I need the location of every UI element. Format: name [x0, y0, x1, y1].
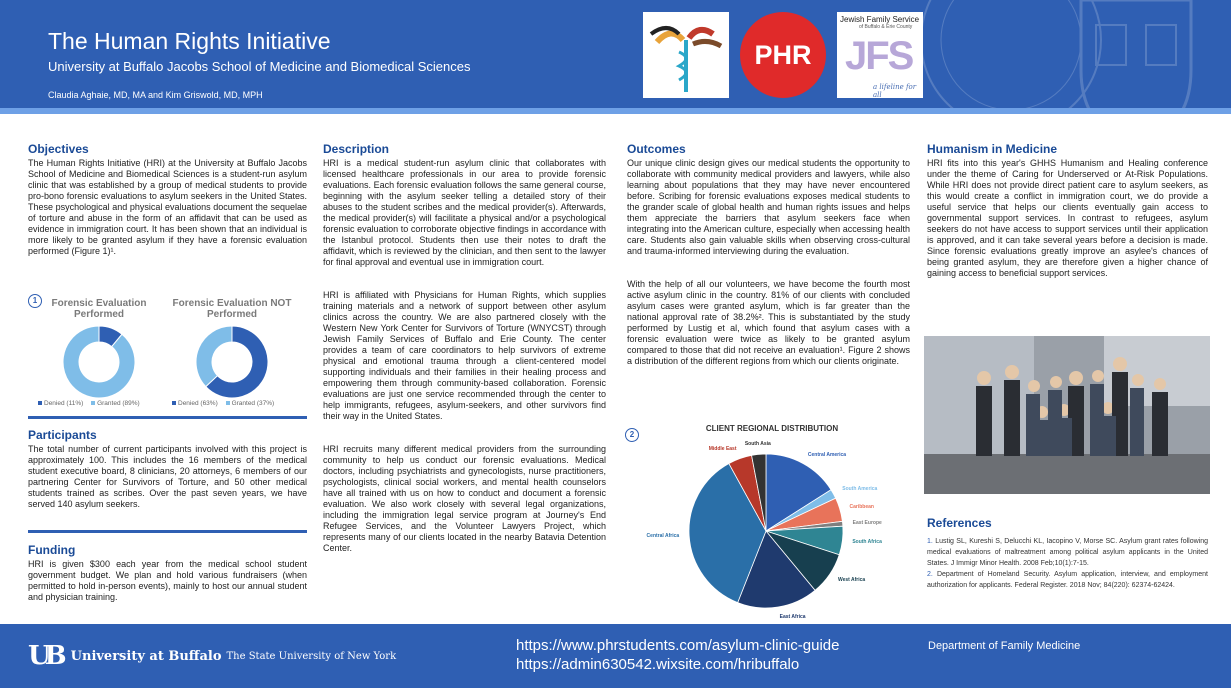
donut-not-performed: [172, 298, 292, 406]
ub-state: The State University of New York: [226, 650, 397, 662]
separator-1: [28, 416, 307, 419]
poster-title: The Human Rights Initiative: [48, 28, 331, 54]
donut-slice-granted: [196, 326, 232, 387]
ub-name: University at Buffalo: [70, 648, 222, 664]
hri-logo: [643, 12, 729, 98]
section-funding: [28, 543, 307, 603]
column-description: [323, 142, 606, 554]
poster-header: [0, 0, 1231, 114]
team-photo: [924, 336, 1210, 494]
description-paragraph-3: HRI recruits many different medical providers from the surrounding community to help us conduct our forensic evaluations. Medical doctors, including psychiatrists and gynecologists, nurse practitioners, psychologists, clinical social workers, and mental health counselors have all trained with us on how to conduct and document a forensic evaluation. We also work closely with several legal organizations, including the immigration legal service program at Journey's End Refugee Services, and the Volunteer Lawyers Project, which represents many of our clients located in the nearby Batavia Detention Center.: [323, 444, 606, 553]
separator-2: [28, 530, 307, 533]
participants-text: The total number of current participants involved with this project is approximately 100. This includes the 16 members of the medical student executive board, 8 clinicians, 20 attorneys, 6 members of our partnering Center for Survivors of Torture, and 50 other medical students trained as scribes. Over the past seven years, we have served 140 asylum seekers.: [28, 444, 307, 509]
pie-label-central-america: Central America: [807, 451, 847, 458]
humanism-heading: Humanism in Medicine: [927, 142, 1058, 156]
donut-performed-title: Forensic Evaluation Performed: [51, 298, 147, 320]
pie-label-central-africa: Central Africa: [646, 533, 680, 540]
pie-label-south-africa: South Africa: [852, 538, 882, 545]
legend-granted-performed: Granted (89%): [91, 400, 140, 407]
reference-2: 2. Department of Homeland Security. Asylum application, interview, and employment authorization for applicants. Federal Register. 2018 Nov; 84(220): 62374-62424.: [927, 571, 1208, 589]
outcomes-heading: Outcomes: [627, 142, 686, 156]
poster-authors: Claudia Aghaie, MD, MA and Kim Griswold, MD, MPH: [48, 90, 263, 100]
outcomes-paragraph-2: With the help of all our volunteers, we have become the fourth most active asylum clinic in the country. 81% of our clients with concluded asylum cases were granted asylum, which is far greater than the national approval rate of 38.2%². This is substantiated by the study performed by Lustig et al, which found that asylum cases with a forensic evaluation were twice as likely to be granted asylum compared to those that did not receive an evaluation¹. Figure 2 shows a distribution of the different regions from which our clients originate.: [627, 279, 910, 366]
objectives-heading: Objectives: [28, 142, 89, 156]
figure2-badge: 2: [625, 428, 639, 442]
column-outcomes: [627, 142, 910, 367]
description-paragraph-2: HRI is affiliated with Physicians for Human Rights, which supplies training materials and a network of support between other asylum clinics across the country. We are also partnered closely with the Western New York Center for Survivors of Torture (WNYCST) through Jewish Family Services of Buffalo and Erie County. The center provides a team of care coordinators to help survivors of extreme physical and emotional trauma through a client-centered model supporting individuals and their families in their healing process and empowering them through community-based collaboration. Forensic evaluations are just one service recommended through the center to help immigrants, refugees, asylum-seekers, and other survivors find their way in the United States.: [323, 290, 606, 421]
references-heading: References: [927, 516, 992, 530]
objectives-text: The Human Rights Initiative (HRI) at the University at Buffalo Jacobs School of Medicine and Biomedical Sciences is a student-run asylum clinic that was established by a group of medical students to provide pro-bono forensic evaluations to asylum seekers in the United States. These psychological and physical evaluations document the sequelae of torture and abuse in the form of an affidavit that can be used as evidence in immigration court. It has been shown that an individual is more likely to be granted asylum if they have a forensic evaluation performed (Figure 1)¹.: [28, 158, 307, 256]
figure2-badge-wrap: [625, 424, 639, 442]
funding-heading: Funding: [28, 543, 76, 557]
funding-text: HRI is given $300 each year from the medical school student government budget. We plan and hold various fundraisers (when permitted to hold in-person events), mainly to host our annual student and physician training.: [28, 559, 307, 602]
section-participants: [28, 428, 307, 510]
group-photo-icon: [924, 336, 1210, 494]
description-paragraph-1: HRI is a medical student-run asylum clinic that collaborates with licensed healthcare professionals in our area to provide forensic evaluations. Each forensic evaluation follows the same general course, beginning with the asylum seeker telling a detailed story of their abuses to the student scribes and the medical provider(s). Afterwards, the medical provider(s) will facilitate a physical and/or a psychological forensic evaluation to corroborate objective findings in accordance with the Istanbul protocol. Students then use their notes to draft the affidavit, which is reviewed by the clinician, and then sent to the lawyer for final approval and eventual use in immigration court.: [323, 158, 606, 267]
regional-pie-chart: [682, 452, 850, 610]
pie-label-east-africa: East Africa: [779, 613, 806, 620]
reference-1: 1. Lustig SL, Kureshi S, Delucchi KL, Iacopino V, Morse SC. Asylum grant rates following medical evaluations of maltreatment among political asylum applicants in the United States. J Immigr Minor Health. 2008 Feb;10(1):7-15.: [927, 538, 1208, 567]
jfs-logo: Jewish Family Service of Buffalo & Erie County JFS a lifeline for all: [837, 12, 923, 98]
regional-pie-title: CLIENT REGIONAL DISTRIBUTION: [705, 424, 839, 433]
humanism-text: HRI fits into this year's GHHS Humanism and Healing conference under the theme of Caring for Underserved or At-Risk Populations. While HRI does not provide direct patient care to asylum seekers, as this would create a conflict in immigration court, we do provide a useful service that helps our clients eventually gain access to governmental support services. In contrast to refugees, asylum seekers do not have access to support services until their application is approved, and it can take several years before a decision is made. Since forensic evaluations greatly improve an asylee's chances of being granted asylum, they are therefore given a higher chance of gaining access to beneficial support services.: [927, 158, 1208, 278]
donut-slice-granted: [63, 326, 135, 398]
donut-not-performed-chart: [193, 323, 271, 401]
ub-logo: [28, 642, 396, 670]
column-humanism: [927, 142, 1208, 279]
column-objectives: [28, 142, 307, 257]
ub-mark-icon: UB: [28, 641, 61, 671]
pie-label-west-africa: West Africa: [837, 576, 866, 583]
university-seal-watermark: [901, 0, 1201, 114]
legend-granted-not-performed: Granted (37%): [226, 400, 275, 407]
outcomes-paragraph-1: Our unique clinic design gives our medical students the opportunity to collaborate with community medical providers and lawyers, while also learning about populations that they may have never encountered before. Scribing for forensic evaluations exposes medical students to the grander scale of global health and human rights issues and helps them appreciate the barriers that asylum seekers face when integrating into the American culture, especially when accessing health care. Students also gain valuable skills when observing cross-cultural and trauma-informed interviewing during the evaluation.: [627, 158, 910, 256]
section-references: [927, 516, 1208, 591]
donut-performed-legend: [38, 400, 146, 407]
description-heading: Description: [323, 142, 390, 156]
legend-denied-performed: Denied (11%): [38, 400, 83, 407]
pie-label-caribbean: Caribbean: [849, 503, 874, 510]
pie-label-south-asia: South Asia: [744, 441, 771, 448]
pie-label-south-america: South America: [842, 486, 878, 493]
header-stripe: [0, 108, 1231, 114]
phr-logo: PHR: [740, 12, 826, 98]
donut-performed-chart: [60, 323, 138, 401]
department-name: Department of Family Medicine: [928, 640, 1081, 652]
caduceus-hands-icon: [643, 12, 729, 98]
legend-denied-not-performed: Denied (63%): [172, 400, 218, 407]
poster-subtitle: University at Buffalo Jacobs School of Medicine and Biomedical Sciences: [48, 59, 471, 74]
pie-label-east-europe: East Europe: [852, 519, 882, 526]
department-email-faded: [928, 657, 931, 668]
figure1-badge: 1: [28, 294, 42, 308]
figure1-badge-wrap: [28, 290, 42, 308]
hri-website-link[interactable]: https://admin630542.wixsite.com/hribuffalo: [516, 656, 800, 673]
donut-performed: [44, 298, 154, 406]
participants-heading: Participants: [28, 428, 97, 442]
donut-not-performed-legend: [172, 400, 280, 407]
phr-guide-link[interactable]: https://www.phrstudents.com/asylum-clinic-guide: [516, 637, 840, 654]
pie-label-middle-east: Middle East: [708, 446, 737, 453]
donut-not-performed-title: Forensic Evaluation NOT Performed: [172, 298, 292, 320]
